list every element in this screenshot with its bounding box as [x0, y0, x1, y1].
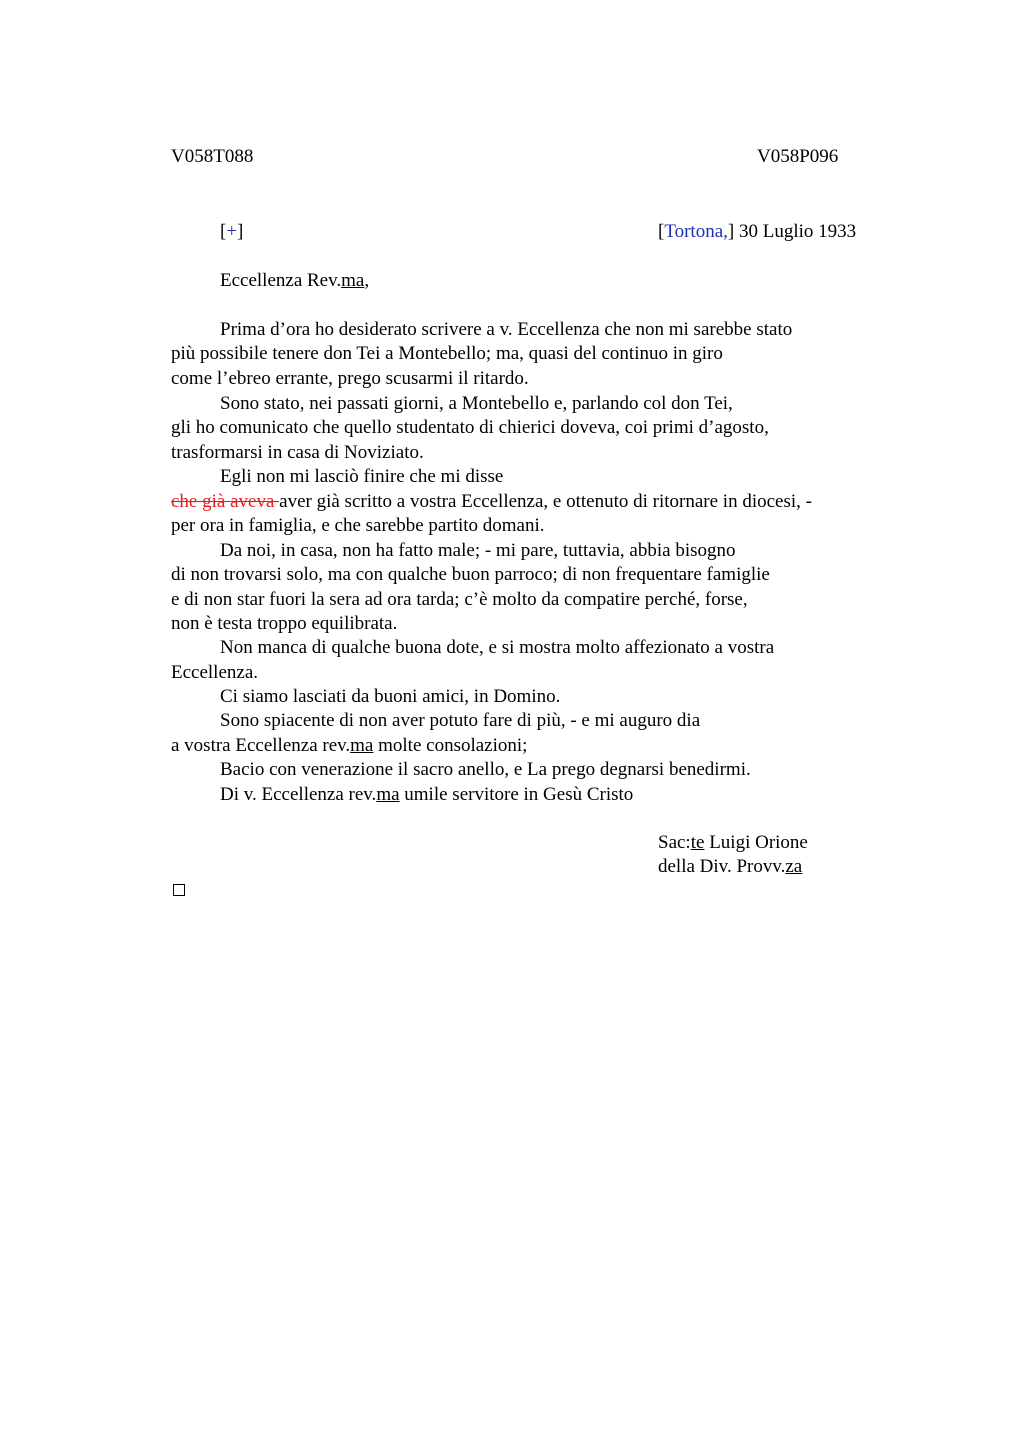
letter-date: 30 Luglio 1933: [734, 221, 857, 242]
abbrev: za: [785, 856, 803, 877]
bracket-open: [: [220, 221, 227, 242]
body-line: Bacio con venerazione il sacro anello, e La prego degnarsi benedirmi.: [220, 759, 751, 780]
signature-text: Luigi Orione: [704, 832, 808, 853]
salutation-abbrev: ma: [341, 270, 365, 291]
signature-text: Sac:: [658, 832, 691, 853]
body-text: a vostra Eccellenza rev.: [171, 735, 351, 756]
place-link[interactable]: Tortona,: [664, 221, 728, 242]
signature-line-2: [658, 856, 802, 878]
body-line: Prima d’ora ho desiderato scrivere a v. Eccellenza che non mi sarebbe stato: [220, 319, 793, 340]
signature-line-1: [658, 832, 808, 854]
bracket-close: ]: [727, 221, 735, 242]
cross-marker: [220, 221, 243, 243]
body-line: e di non star fuori la sera ad ora tarda; c’è molto da compatire perché, forse,: [171, 589, 748, 610]
body-text: Di v. Eccellenza rev.: [220, 784, 377, 805]
body-text: molte consolazioni;: [373, 735, 528, 756]
body-line: gli ho comunicato che quello studentato di chierici doveva, coi primi d’agosto,: [171, 417, 769, 438]
body-line: Non manca di qualche buona dote, e si mostra molto affezionato a vostra: [220, 637, 775, 658]
salutation-text: Eccellenza Rev.: [220, 270, 342, 291]
body-line: per ora in famiglia, e che sarebbe partito domani.: [171, 515, 545, 536]
body-line: Sono spiacente di non aver potuto fare di più, - e mi auguro dia: [220, 710, 701, 731]
deleted-text: che già aveva: [171, 491, 280, 512]
body-line: non è testa troppo equilibrata.: [171, 613, 398, 634]
end-square-icon: [173, 884, 185, 896]
salutation-punct: ,: [364, 270, 370, 291]
bracket-close: ]: [237, 221, 244, 242]
body-line: [171, 734, 527, 758]
body-line: [171, 490, 812, 514]
body-line: Sono stato, nei passati giorni, a Montebello e, parlando col don Tei,: [220, 393, 733, 414]
abbrev: ma: [350, 735, 374, 756]
body-line: Egli non mi lasciò finire che mi disse: [220, 466, 504, 487]
body-line: Eccellenza.: [171, 662, 259, 683]
abbrev: ma: [376, 784, 400, 805]
body-line: come l’ebreo errante, prego scusarmi il ritardo.: [171, 368, 529, 389]
body-line: trasformarsi in casa di Noviziato.: [171, 442, 424, 463]
body-line: Ci siamo lasciati da buoni amici, in Domino.: [220, 686, 561, 707]
document-code-left: V058T088: [171, 146, 254, 167]
salutation: [220, 270, 369, 292]
body-text: umile servitore in Gesù Cristo: [399, 784, 634, 805]
cross-link[interactable]: +: [226, 221, 238, 242]
body-line: più possibile tenere don Tei a Montebello; ma, quasi del continuo in giro: [171, 343, 723, 364]
body-text: aver già scritto a vostra Eccellenza, e ottenuto di ritornare in diocesi, -: [279, 491, 812, 512]
bracket-open: [: [658, 221, 665, 242]
abbrev: te: [690, 832, 705, 853]
document-code-right: V058P096: [757, 146, 839, 167]
dateline: [658, 221, 856, 243]
signature-text: della Div. Provv.: [658, 856, 786, 877]
body-line: Da noi, in casa, non ha fatto male; - mi pare, tuttavia, abbia bisogno: [220, 540, 736, 561]
body-line: [220, 783, 633, 807]
body-line: di non trovarsi solo, ma con qualche buon parroco; di non frequentare famiglie: [171, 564, 770, 585]
